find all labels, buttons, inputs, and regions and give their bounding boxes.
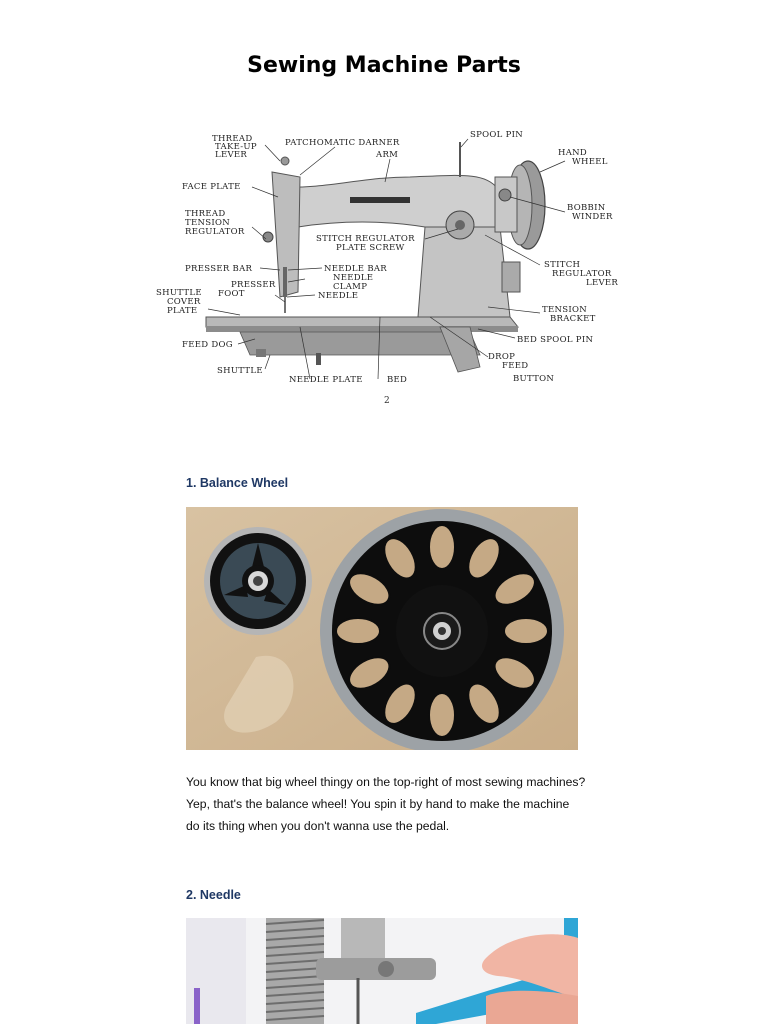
- label-stitch-regulator-plate-screw: STITCH REGULATOR: [316, 234, 415, 244]
- balance-wheel-description: You know that big wheel thingy on the top-right of most sewing machines? Yep, that's the balance wheel! You spin it by hand to make the machine do its thing when you don't wanna use the pedal.: [186, 775, 586, 833]
- label-tension-bracket: TENSION: [542, 305, 587, 315]
- label-face-plate: FACE PLATE: [182, 182, 241, 192]
- needle-photo: [186, 918, 578, 1024]
- label-tension-bracket-2: BRACKET: [550, 314, 596, 324]
- label-drop-feed-button: DROP: [488, 352, 516, 362]
- label-drop-feed-button-2: FEED: [502, 361, 529, 371]
- label-feed-dog: FEED DOG: [182, 340, 233, 350]
- large-wheel: [320, 509, 564, 750]
- label-shuttle-cover-plate-3: PLATE: [167, 306, 198, 316]
- presser-screw: [266, 918, 324, 1024]
- label-bobbin-winder: BOBBIN: [567, 203, 606, 213]
- section-heading-balance-wheel: 1. Balance Wheel: [186, 476, 289, 490]
- label-bed: BED: [387, 375, 408, 385]
- label-stitch-regulator-plate-screw-2: PLATE SCREW: [336, 243, 405, 253]
- label-bobbin-winder-2: WINDER: [572, 212, 613, 222]
- label-spool-pin: SPOOL PIN: [470, 130, 524, 140]
- label-patchomatic-darner: PATCHOMATIC DARNER: [285, 138, 400, 148]
- label-stitch-regulator-lever-2: REGULATOR: [552, 269, 612, 279]
- label-shuttle-cover-plate-2: COVER: [167, 297, 201, 307]
- label-bed-spool-pin: BED SPOOL PIN: [517, 335, 594, 345]
- label-thread-take-up-lever-2: TAKE-UP: [215, 142, 257, 152]
- small-wheel: [204, 527, 312, 635]
- label-thread-tension-regulator: THREAD: [185, 209, 226, 219]
- label-thread-tension-regulator-3: REGULATOR: [185, 227, 245, 237]
- sewing-machine-diagram: [140, 117, 640, 415]
- label-presser-foot-2: FOOT: [218, 289, 245, 299]
- label-shuttle-cover-plate: SHUTTLE: [156, 288, 202, 298]
- label-stitch-regulator-lever: STITCH: [544, 260, 581, 270]
- balance-wheel-photo: [186, 507, 578, 750]
- label-needle-plate: NEEDLE PLATE: [289, 375, 363, 385]
- label-presser-bar: PRESSER BAR: [185, 264, 253, 274]
- label-drop-feed-button-3: BUTTON: [513, 374, 555, 384]
- label-needle-clamp-2: CLAMP: [333, 282, 368, 292]
- label-presser-foot: PRESSER: [231, 280, 276, 290]
- label-needle-bar: NEEDLE BAR: [324, 264, 387, 274]
- label-thread-tension-regulator-2: TENSION: [185, 218, 230, 228]
- label-thread-take-up-lever-3: LEVER: [215, 150, 248, 160]
- label-arm: ARM: [376, 150, 399, 160]
- label-shuttle: SHUTTLE: [217, 366, 263, 376]
- label-thread-take-up-lever: THREAD: [212, 134, 253, 144]
- label-needle: NEEDLE: [318, 291, 359, 301]
- section-heading-needle: 2. Needle: [186, 888, 241, 902]
- label-hand-wheel-2: WHEEL: [572, 157, 608, 167]
- label-stitch-regulator-lever-3: LEVER: [586, 278, 619, 288]
- label-hand-wheel: HAND: [558, 148, 588, 158]
- page-title: Sewing Machine Parts: [247, 53, 521, 78]
- label-needle-clamp: NEEDLE: [333, 273, 374, 283]
- diagram-page-number: 2: [384, 396, 390, 406]
